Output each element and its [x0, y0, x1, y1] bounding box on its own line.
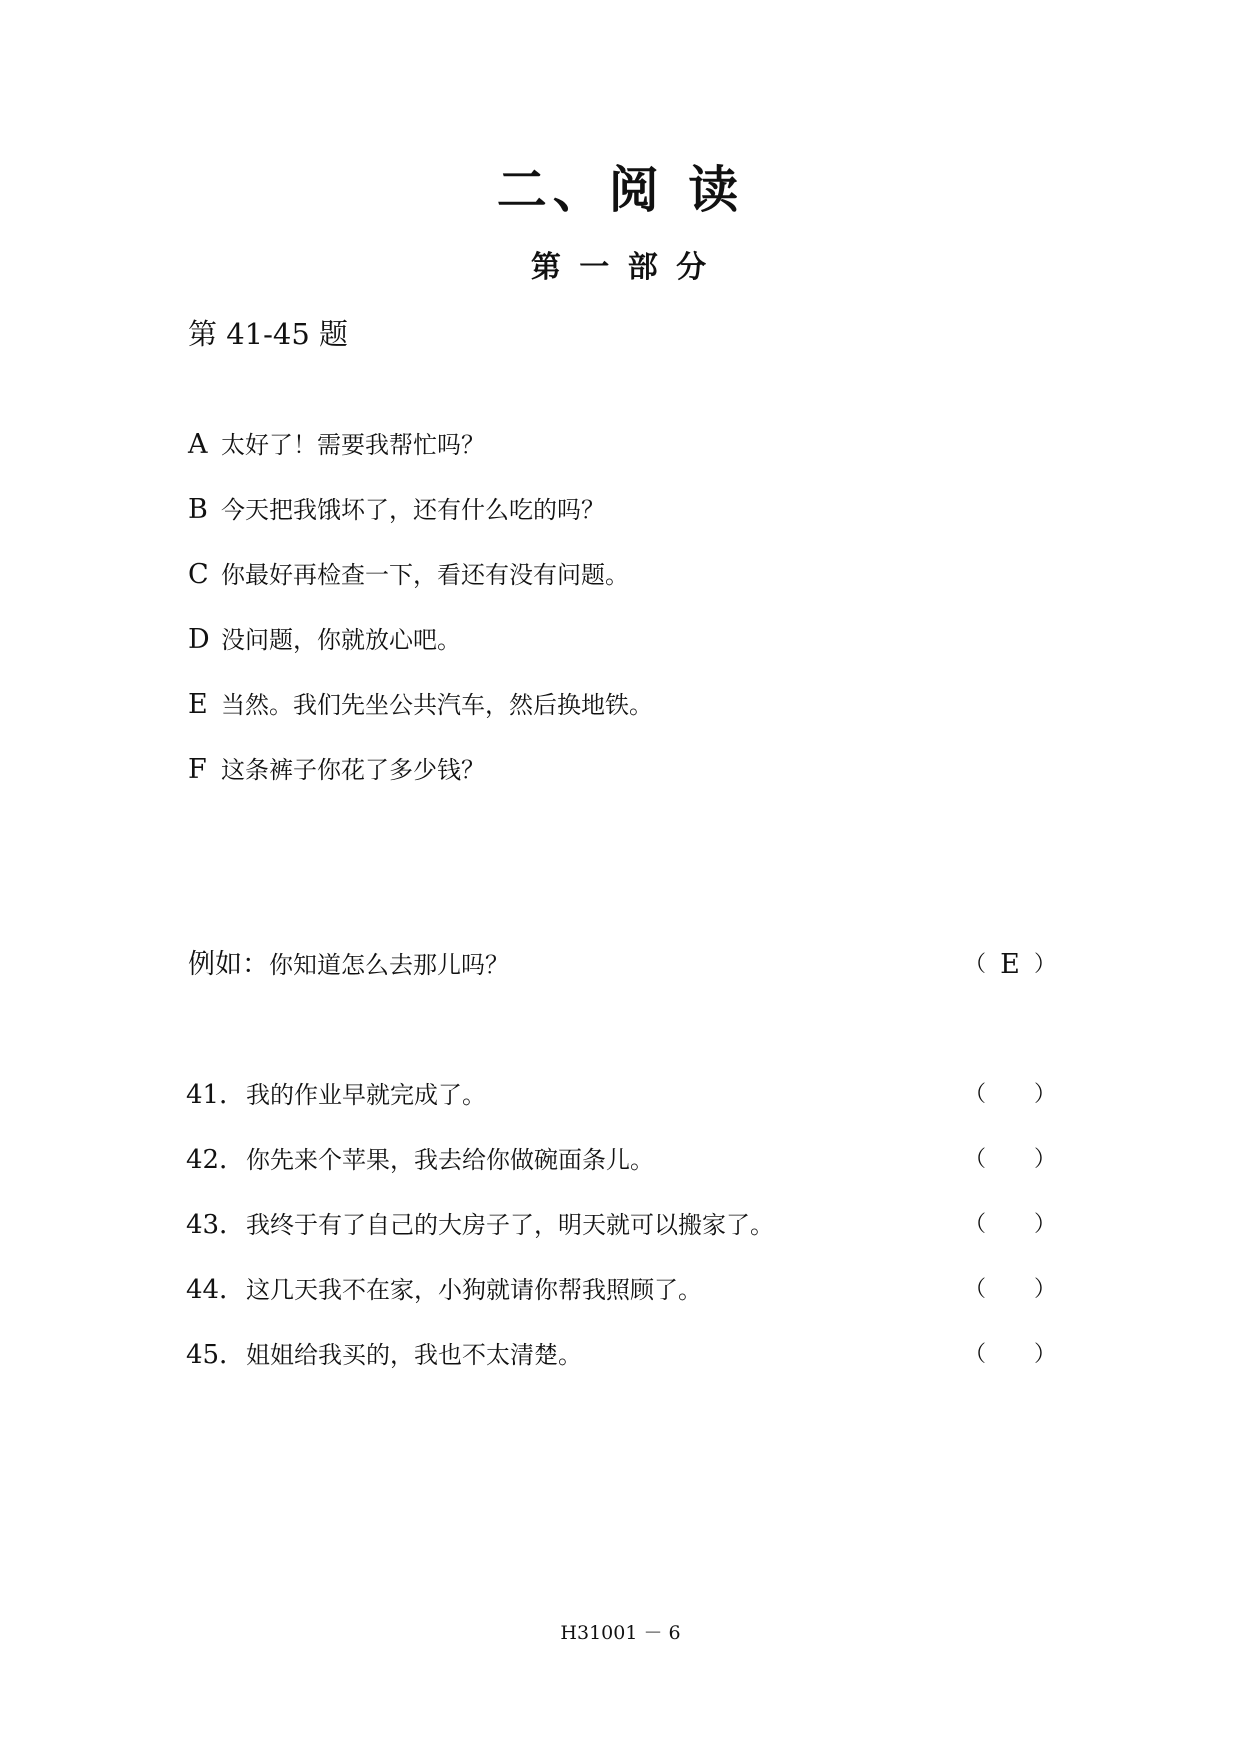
- option-text: 太好了！需要我帮忙吗？: [221, 431, 485, 459]
- option-letter: A: [188, 429, 208, 460]
- option-letter: E: [188, 689, 208, 720]
- paren-open: （: [964, 1147, 987, 1172]
- example-label: 例如：: [188, 949, 269, 980]
- question-text: 这几天我不在家，小狗就请你帮我照顾了。: [246, 1276, 702, 1304]
- option-text: 当然。我们先坐公共汽车，然后换地铁。: [221, 691, 653, 719]
- question-number: 45．: [186, 1340, 246, 1370]
- option-b: [188, 490, 653, 555]
- option-text: 这条裤子你花了多少钱？: [221, 756, 485, 784]
- paren-open: （: [964, 1082, 987, 1107]
- question-42: [186, 1140, 1068, 1205]
- paren-open: （: [964, 1277, 987, 1302]
- paren-close: ）: [1033, 952, 1056, 977]
- answer-options: [188, 425, 653, 815]
- section-title: 二、阅 读: [496, 160, 745, 219]
- example-row: [188, 945, 1068, 985]
- answer-blank[interactable]: [964, 1205, 1056, 1245]
- paren-open: （: [964, 1212, 987, 1237]
- question-text: 我的作业早就完成了。: [246, 1081, 486, 1109]
- option-letter: B: [188, 494, 208, 525]
- question-43: [186, 1205, 1068, 1270]
- paren-close: ）: [1033, 1212, 1056, 1237]
- option-f: [188, 750, 653, 815]
- example-answer-box: [964, 945, 1056, 985]
- question-text: 我终于有了自己的大房子了，明天就可以搬家了。: [246, 1211, 774, 1239]
- question-number: 42．: [186, 1145, 246, 1175]
- answer-blank[interactable]: [964, 1270, 1056, 1310]
- option-d: [188, 620, 653, 685]
- paren-close: ）: [1033, 1147, 1056, 1172]
- option-letter: D: [188, 624, 210, 655]
- question-text: 姐姐给我买的，我也不太清楚。: [246, 1341, 582, 1369]
- question-44: [186, 1270, 1068, 1335]
- example-text: 你知道怎么去那儿吗？: [269, 951, 509, 979]
- answer-blank[interactable]: [964, 1335, 1056, 1375]
- question-number: 43．: [186, 1210, 246, 1240]
- paren-close: ）: [1033, 1342, 1056, 1367]
- part-title: 第 一 部 分: [530, 250, 711, 285]
- option-text: 没问题，你就放心吧。: [221, 626, 461, 654]
- question-41: [186, 1075, 1068, 1140]
- paren-open: （: [964, 952, 987, 977]
- answer-blank[interactable]: [964, 1140, 1056, 1180]
- option-letter: F: [188, 754, 207, 785]
- question-range: 第 41-45 题: [188, 317, 349, 351]
- option-letter: C: [188, 559, 209, 590]
- option-a: [188, 425, 653, 490]
- example-answer: E: [1000, 949, 1020, 980]
- option-text: 今天把我饿坏了，还有什么吃的吗？: [221, 496, 605, 524]
- question-text: 你先来个苹果，我去给你做碗面条儿。: [246, 1146, 654, 1174]
- question-number: 44．: [186, 1275, 246, 1305]
- option-c: [188, 555, 653, 620]
- paren-close: ）: [1033, 1082, 1056, 1107]
- question-list: [186, 1075, 1068, 1400]
- option-text: 你最好再检查一下，看还有没有问题。: [221, 561, 629, 589]
- paren-close: ）: [1033, 1277, 1056, 1302]
- option-e: [188, 685, 653, 750]
- paren-open: （: [964, 1342, 987, 1367]
- page-footer: H31001 － 6: [560, 1622, 681, 1644]
- question-45: [186, 1335, 1068, 1400]
- question-number: 41．: [186, 1080, 246, 1110]
- answer-blank[interactable]: [964, 1075, 1056, 1115]
